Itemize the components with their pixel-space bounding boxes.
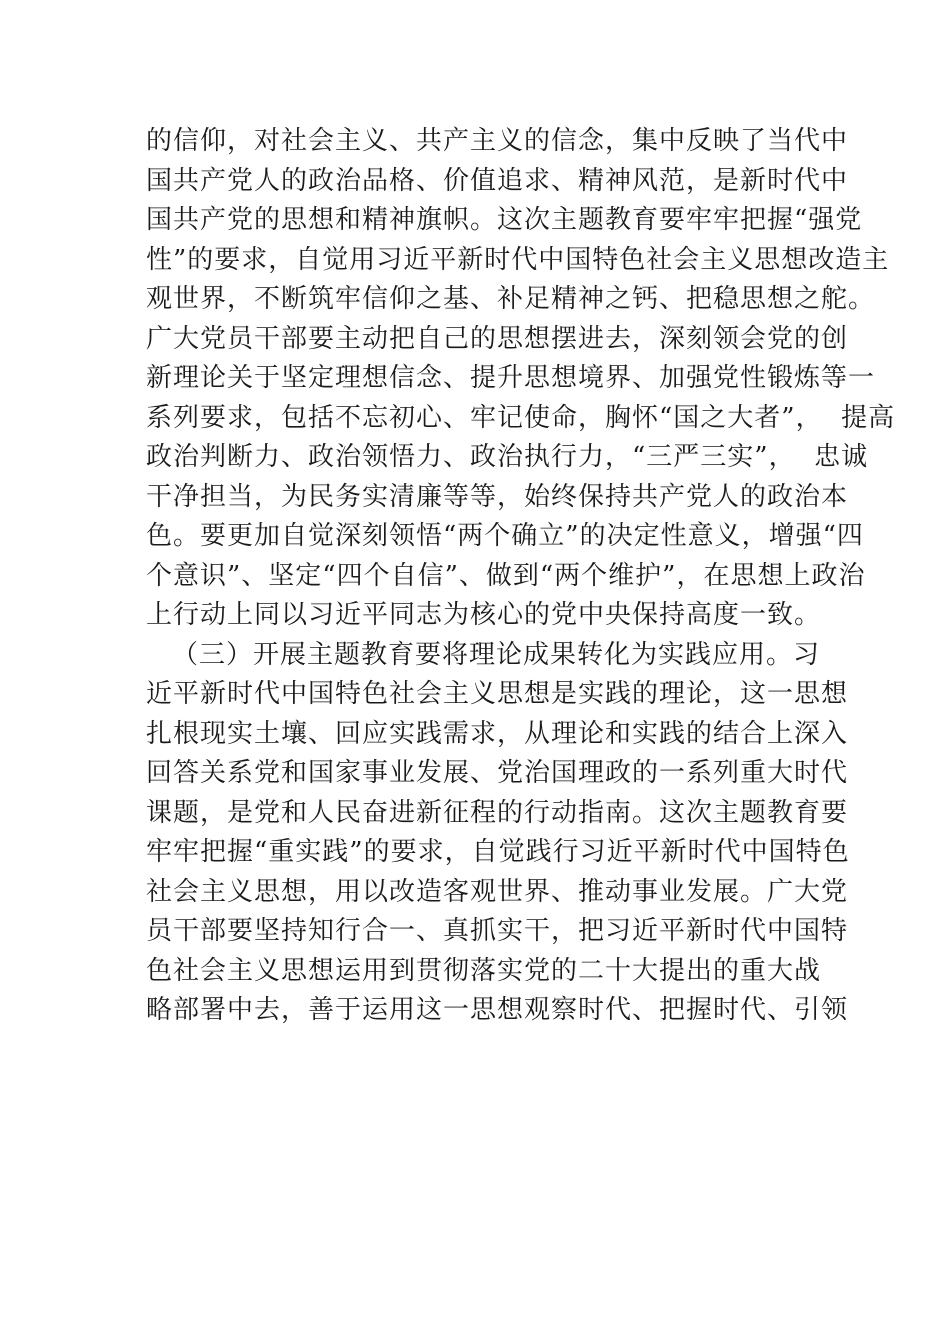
body-text	[146, 122, 896, 1031]
text-line: 近平新时代中国特色社会主义思想是实践的理论，这一思想	[146, 679, 849, 709]
text-line: 观世界，不断筑牢信仰之基、补足精神之钙、把稳思想之舵。	[146, 284, 876, 314]
text-line: 国共产党的思想和精神旗帜。这次主题教育要牢牢把握“强党	[146, 205, 863, 235]
text-line: 色。要更加自觉深刻领悟“两个确立”的决定性意义，增强“四	[146, 521, 864, 551]
text-line: 略部署中去，善于运用这一思想观察时代、把握时代、引领	[146, 995, 849, 1025]
text-line: 牢牢把握“重实践”的要求，自觉践行习近平新时代中国特色	[146, 837, 850, 867]
text-line: 广大党员干部要主动把自己的思想摆进去，深刻领会党的创	[146, 323, 849, 354]
text-line: 新理论关于坚定理想信念、提升思想境界、加强党性锻炼等一	[146, 363, 876, 393]
text-line: 色社会主义思想运用到贯彻落实党的二十大提出的重大战	[146, 955, 822, 986]
text-line: 的信仰，对社会主义、共产主义的信念，集中反映了当代中	[146, 126, 849, 156]
text-line: 性”的要求，自觉用习近平新时代中国特色社会主义思想改造主	[146, 244, 890, 275]
text-line: 政治判断力、政治领悟力、政治执行力，“三严三实”， 忠诚	[146, 442, 869, 472]
text-line: 上行动上同以习近平同志为核心的党中央保持高度一致。	[146, 600, 822, 630]
text-line: 社会主义思想，用以改造客观世界、推动事业发展。广大党	[146, 876, 849, 907]
section-heading-line: （三）开展主题教育要将理论成果转化为实践应用。习	[172, 639, 821, 670]
text-line: 回答关系党和国家事业发展、党治国理政的一系列重大时代	[146, 758, 849, 788]
text-line: 个意识”、坚定“四个自信”、做到“两个维护”，在思想上政治	[146, 560, 866, 591]
text-line: 扎根现实土壤、回应实践需求，从理论和实践的结合上深入	[146, 718, 849, 749]
text-line: 课题，是党和人民奋进新征程的行动指南。这次主题教育要	[146, 797, 849, 828]
text-line: 系列要求，包括不忘初心、牢记使命，胸怀“国之大者”， 提高	[146, 402, 896, 433]
text-line: 干净担当，为民务实清廉等等，始终保持共产党人的政治本	[146, 481, 849, 512]
text-line: 国共产党人的政治品格、价值追求、精神风范，是新时代中	[146, 165, 849, 196]
text-line: 员干部要坚持知行合一、真抓实干，把习近平新时代中国特	[146, 916, 849, 946]
